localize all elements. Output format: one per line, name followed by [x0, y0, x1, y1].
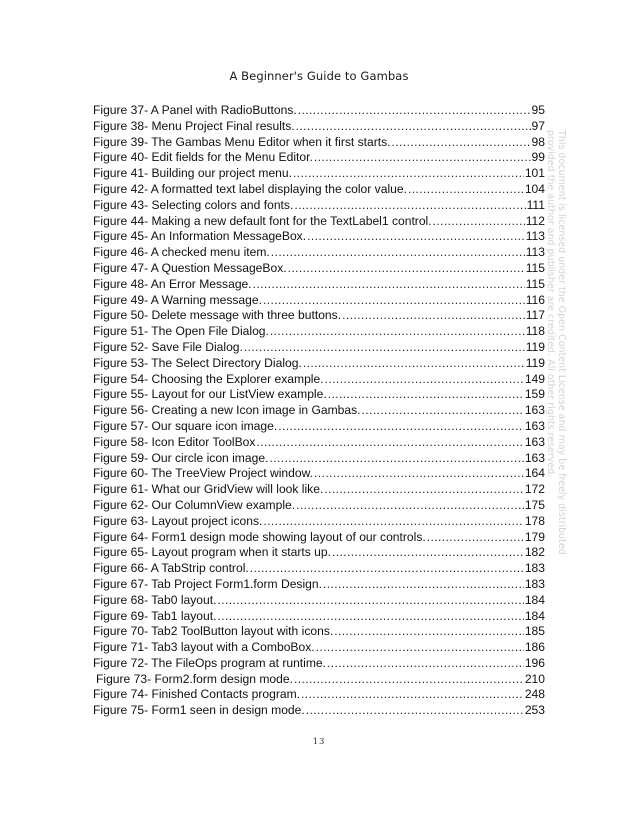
figure-title: Figure 57- Our square icon image. — [93, 418, 278, 433]
figure-title: Figure 37- A Panel with RadioButtons. — [93, 103, 297, 117]
figure-entry[interactable] — [93, 356, 545, 372]
figure-page-number: 163 — [524, 403, 545, 418]
dot-leader — [250, 561, 524, 577]
figure-title: Figure 43- Selecting colors and fonts. — [93, 197, 294, 212]
figure-page-number: 101 — [524, 166, 545, 181]
figure-title: Figure 54- Choosing the Explorer example. — [93, 371, 324, 386]
figure-page-number: 163 — [524, 418, 545, 433]
figure-title: Figure 71- Tab3 layout with a ComboBox. — [93, 640, 315, 655]
figure-title: Figure 60- The TreeView Project window. — [93, 466, 314, 481]
figure-entry[interactable] — [93, 277, 545, 293]
figure-title: Figure 59- Our circle icon image. — [93, 450, 269, 465]
dot-leader — [294, 198, 525, 214]
figure-title: Figure 48- An Error Message. — [93, 276, 252, 291]
figure-page-number: 183 — [524, 561, 545, 576]
dot-leader — [271, 245, 525, 261]
dot-leader — [296, 119, 531, 135]
figure-page-number: 182 — [524, 545, 545, 560]
figure-entry[interactable] — [93, 482, 545, 498]
figure-page-number: 149 — [524, 371, 545, 386]
figure-title: Figure 39- The Gambas Menu Editor when it first starts. — [93, 134, 391, 149]
figure-title: Figure 58- Icon Editor ToolBox — [93, 434, 256, 449]
figure-page-number: 99 — [531, 150, 545, 165]
figure-title: Figure 53- The Select Directory Dialog. — [93, 355, 302, 370]
figure-entry[interactable] — [93, 103, 545, 119]
figure-page-number: 185 — [524, 624, 545, 639]
dot-leader — [314, 466, 524, 482]
figure-page-number: 113 — [525, 245, 545, 260]
figure-page-number: 178 — [524, 513, 545, 528]
figure-page-number: 97 — [531, 118, 545, 133]
dot-leader — [316, 640, 524, 656]
dot-leader — [256, 435, 523, 451]
figure-entry[interactable] — [93, 624, 545, 640]
dot-leader — [301, 687, 524, 703]
list-of-figures — [93, 103, 545, 719]
figure-entry[interactable] — [93, 182, 545, 198]
figure-page-number: 164 — [524, 466, 545, 481]
figure-entry[interactable] — [93, 308, 545, 324]
dot-leader — [307, 229, 525, 245]
figure-entry[interactable] — [93, 324, 545, 340]
figure-page-number: 253 — [524, 703, 545, 718]
figure-title: Figure 55- Layout for our ListView example. — [93, 387, 327, 402]
figure-entry[interactable] — [93, 466, 545, 482]
figure-page-number: 186 — [524, 640, 545, 655]
dot-leader — [392, 135, 531, 151]
figure-title: Figure 70- Tab2 ToolButton layout with icons. — [93, 624, 334, 639]
figure-page-number: 184 — [524, 608, 545, 623]
dot-leader — [278, 419, 524, 435]
figure-entry[interactable] — [93, 656, 545, 672]
figure-title: Figure 51- The Open File Dialog. — [93, 324, 269, 339]
dot-leader — [217, 593, 523, 609]
figure-entry[interactable] — [93, 198, 545, 214]
dot-leader — [288, 261, 525, 277]
figure-page-number: 119 — [525, 355, 545, 370]
dot-leader — [244, 340, 525, 356]
figure-title: Figure 64- Form1 design mode showing layout of our controls. — [93, 529, 426, 544]
watermark — [545, 130, 575, 610]
figure-title: Figure 75- Form1 seen in design mode. — [93, 703, 305, 718]
figure-entry[interactable] — [93, 530, 545, 546]
dot-leader — [263, 293, 525, 309]
dot-leader — [270, 324, 525, 340]
figure-page-number: 184 — [524, 592, 545, 607]
dot-leader — [342, 308, 525, 324]
figure-page-number: 115 — [525, 260, 545, 275]
dot-leader — [306, 703, 524, 719]
figure-title: Figure 49- A Warning message. — [93, 292, 262, 307]
figure-title: Figure 46- A checked menu item. — [93, 245, 270, 260]
dot-leader — [253, 277, 525, 293]
figure-title: Figure 45- An Information MessageBox. — [93, 229, 307, 244]
dot-leader — [294, 672, 524, 688]
figure-entry[interactable] — [93, 435, 545, 451]
figure-entry[interactable] — [93, 150, 545, 166]
figure-title: Figure 61- What our GridView will look like. — [93, 482, 324, 497]
dot-leader — [296, 498, 524, 514]
running-header: A Beginner's Guide to Gambas — [229, 69, 409, 83]
dot-leader — [427, 530, 524, 546]
figure-page-number: 163 — [524, 434, 545, 449]
watermark-text: This document is licensed under the Open Content License and may be freely distributed provided the author and publisher are credited. All other rights reserved. — [545, 130, 567, 555]
dot-leader — [362, 403, 524, 419]
figure-title: Figure 63- Layout project icons. — [93, 513, 263, 528]
figure-entry[interactable] — [93, 372, 545, 388]
dot-leader — [303, 356, 525, 372]
figure-page-number: 98 — [531, 134, 545, 149]
dot-leader — [293, 166, 524, 182]
figure-page-number: 175 — [524, 497, 545, 512]
figure-entry[interactable] — [93, 229, 545, 245]
figure-page-number: 111 — [526, 197, 545, 212]
dot-leader — [269, 451, 523, 467]
figure-title: Figure 44- Making a new default font for the TextLabel1 control. — [93, 213, 432, 228]
dot-leader — [332, 545, 524, 561]
figure-entry[interactable] — [93, 261, 545, 277]
dot-leader — [323, 577, 524, 593]
figure-title: Figure 73- Form2.form design mode. — [96, 671, 293, 686]
figure-entry[interactable] — [93, 577, 545, 593]
figure-page-number: 159 — [524, 387, 545, 402]
dot-leader — [328, 387, 524, 403]
figure-entry[interactable] — [93, 498, 545, 514]
figure-title: Figure 38- Menu Project Final results. — [93, 118, 295, 133]
figure-page-number: 115 — [525, 276, 545, 291]
dot-leader — [327, 656, 524, 672]
figure-entry[interactable] — [93, 387, 545, 403]
figure-entry[interactable] — [93, 593, 545, 609]
figure-page-number: 112 — [525, 213, 545, 228]
figure-page-number: 248 — [524, 687, 545, 702]
figure-entry[interactable] — [93, 119, 545, 135]
figure-title: Figure 56- Creating a new Icon image in Gambas. — [93, 403, 361, 418]
figure-entry[interactable] — [93, 703, 545, 719]
figure-entry[interactable] — [93, 340, 545, 356]
figure-entry[interactable] — [93, 672, 545, 688]
figure-page-number: 113 — [525, 229, 545, 244]
figure-page-number: 104 — [524, 181, 545, 196]
figure-page-number: 117 — [525, 308, 545, 323]
figure-entry[interactable] — [93, 687, 545, 703]
dot-leader — [263, 514, 523, 530]
figure-entry[interactable] — [93, 245, 545, 261]
figure-entry[interactable] — [93, 293, 545, 309]
figure-entry[interactable] — [93, 214, 545, 230]
figure-page-number: 196 — [524, 655, 545, 670]
figure-entry[interactable] — [93, 561, 545, 577]
dot-leader — [324, 482, 523, 498]
figure-title: Figure 47- A Question MessageBox. — [93, 260, 287, 275]
figure-page-number: 210 — [524, 671, 545, 686]
figure-page-number: 183 — [524, 576, 545, 591]
figure-entry[interactable] — [93, 451, 545, 467]
figure-title: Figure 72- The FileOps program at runtime. — [93, 655, 327, 670]
figure-page-number: 95 — [531, 103, 545, 117]
dot-leader — [314, 150, 531, 166]
dot-leader — [298, 103, 531, 119]
figure-title: Figure 52- Save File Dialog. — [93, 339, 243, 354]
figure-entry[interactable] — [93, 166, 545, 182]
figure-entry[interactable] — [93, 514, 545, 530]
figure-page-number: 118 — [525, 324, 545, 339]
figure-page-number: 179 — [524, 529, 545, 544]
dot-leader — [334, 624, 524, 640]
figure-page-number: 163 — [524, 450, 545, 465]
figure-entry[interactable] — [93, 135, 545, 151]
figure-page-number: 119 — [525, 339, 545, 354]
figure-page-number: 172 — [524, 482, 545, 497]
figure-entry[interactable] — [93, 545, 545, 561]
figure-title: Figure 74- Finished Contacts program. — [93, 687, 301, 702]
dot-leader — [325, 372, 524, 388]
dot-leader — [433, 214, 525, 230]
figure-entry[interactable] — [93, 403, 545, 419]
figure-title: Figure 42- A formatted text label displaying the color value. — [93, 181, 407, 196]
figure-title: Figure 67- Tab Project Form1.form Design. — [93, 576, 322, 591]
figure-entry[interactable] — [93, 419, 545, 435]
figure-title: Figure 50- Delete message with three buttons. — [93, 308, 342, 323]
figure-title: Figure 68- Tab0 layout. — [93, 592, 217, 607]
dot-leader — [217, 609, 523, 625]
dot-leader — [408, 182, 524, 198]
figure-title: Figure 62- Our ColumnView example. — [93, 497, 296, 512]
figure-title: Figure 41- Building our project menu. — [93, 166, 292, 181]
page-number: 13 — [312, 737, 326, 747]
figure-title: Figure 65- Layout program when it starts up. — [93, 545, 331, 560]
figure-title: Figure 66- A TabStrip control. — [93, 561, 249, 576]
figure-title: Figure 69- Tab1 layout. — [93, 608, 217, 623]
figure-entry[interactable] — [93, 609, 545, 625]
figure-entry[interactable] — [93, 640, 545, 656]
figure-title: Figure 40- Edit fields for the Menu Editor. — [93, 150, 313, 165]
figure-page-number: 116 — [525, 292, 545, 307]
